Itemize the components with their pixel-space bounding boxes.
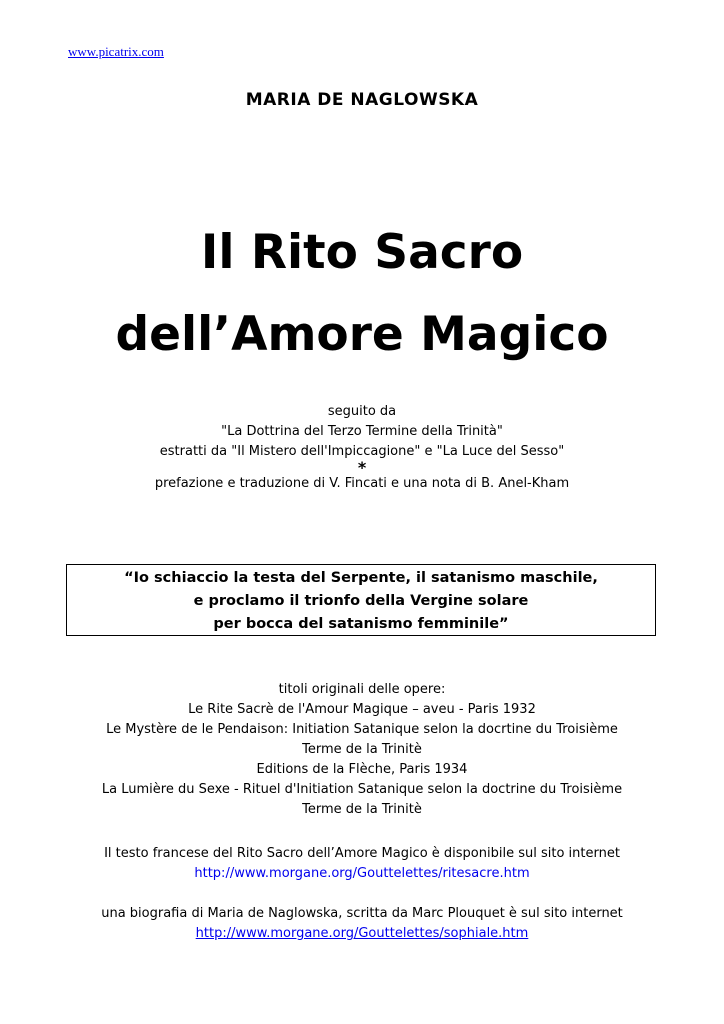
- french-text-note: Il testo francese del Rito Sacro dell’Amore Magico è disponibile sul sito internet: [104, 846, 620, 861]
- quote-box: [66, 564, 656, 636]
- links-spacer: [0, 884, 724, 904]
- french-text-link[interactable]: http://www.morgane.org/Gouttelettes/ritesacre.htm: [194, 866, 530, 881]
- original-title-line-5: La Lumière du Sexe - Rituel d'Initiation Satanique selon la doctrine du Troisième: [101, 782, 623, 797]
- original-title-line-4: Editions de la Flèche, Paris 1934: [256, 762, 468, 777]
- original-title-line-3: Terme de la Trinitè: [302, 742, 422, 757]
- biography-note: una biografia di Maria de Naglowska, scritta da Marc Plouquet è sul sito internet: [101, 906, 623, 921]
- links-block: [0, 844, 724, 944]
- original-titles-heading: titoli originali delle opere:: [278, 682, 446, 697]
- document-title: [0, 212, 724, 376]
- quote-line-2: e proclamo il trionfo della Vergine solare: [193, 593, 529, 609]
- quote-line-1: “Io schiaccio la testa del Serpente, il satanismo maschile,: [124, 570, 598, 586]
- biography-link[interactable]: http://www.morgane.org/Gouttelettes/sophiale.htm: [195, 926, 529, 941]
- original-title-line-2: Le Mystère de le Pendaison: Initiation Satanique selon la docrtine du Troisième: [106, 722, 618, 737]
- title-line-1: Il Rito Sacro: [200, 225, 524, 280]
- original-titles-block: [0, 680, 724, 820]
- subtitle-line-2: "La Dottrina del Terzo Termine della Trinità": [221, 424, 503, 439]
- subtitle-separator: *: [357, 458, 367, 477]
- subtitle-line-3: estratti da "Il Mistero dell'Impiccagione" e "La Luce del Sesso": [159, 444, 565, 459]
- author-name: MARIA DE NAGLOWSKA: [245, 90, 479, 110]
- quote-line-3: per bocca del satanismo femminile”: [213, 616, 509, 632]
- original-title-line-6: Terme de la Trinitè: [302, 802, 422, 817]
- subtitle-line-4: prefazione e traduzione di V. Fincati e una nota di B. Anel-Kham: [154, 476, 570, 491]
- header-site-link[interactable]: www.picatrix.com: [68, 44, 164, 59]
- subtitle-block: [0, 402, 724, 494]
- subtitle-line-1: seguito da: [327, 404, 397, 419]
- title-line-2: dell’Amore Magico: [115, 307, 609, 362]
- original-title-line-1: Le Rite Sacrè de l'Amour Magique – aveu - Paris 1932: [188, 702, 536, 717]
